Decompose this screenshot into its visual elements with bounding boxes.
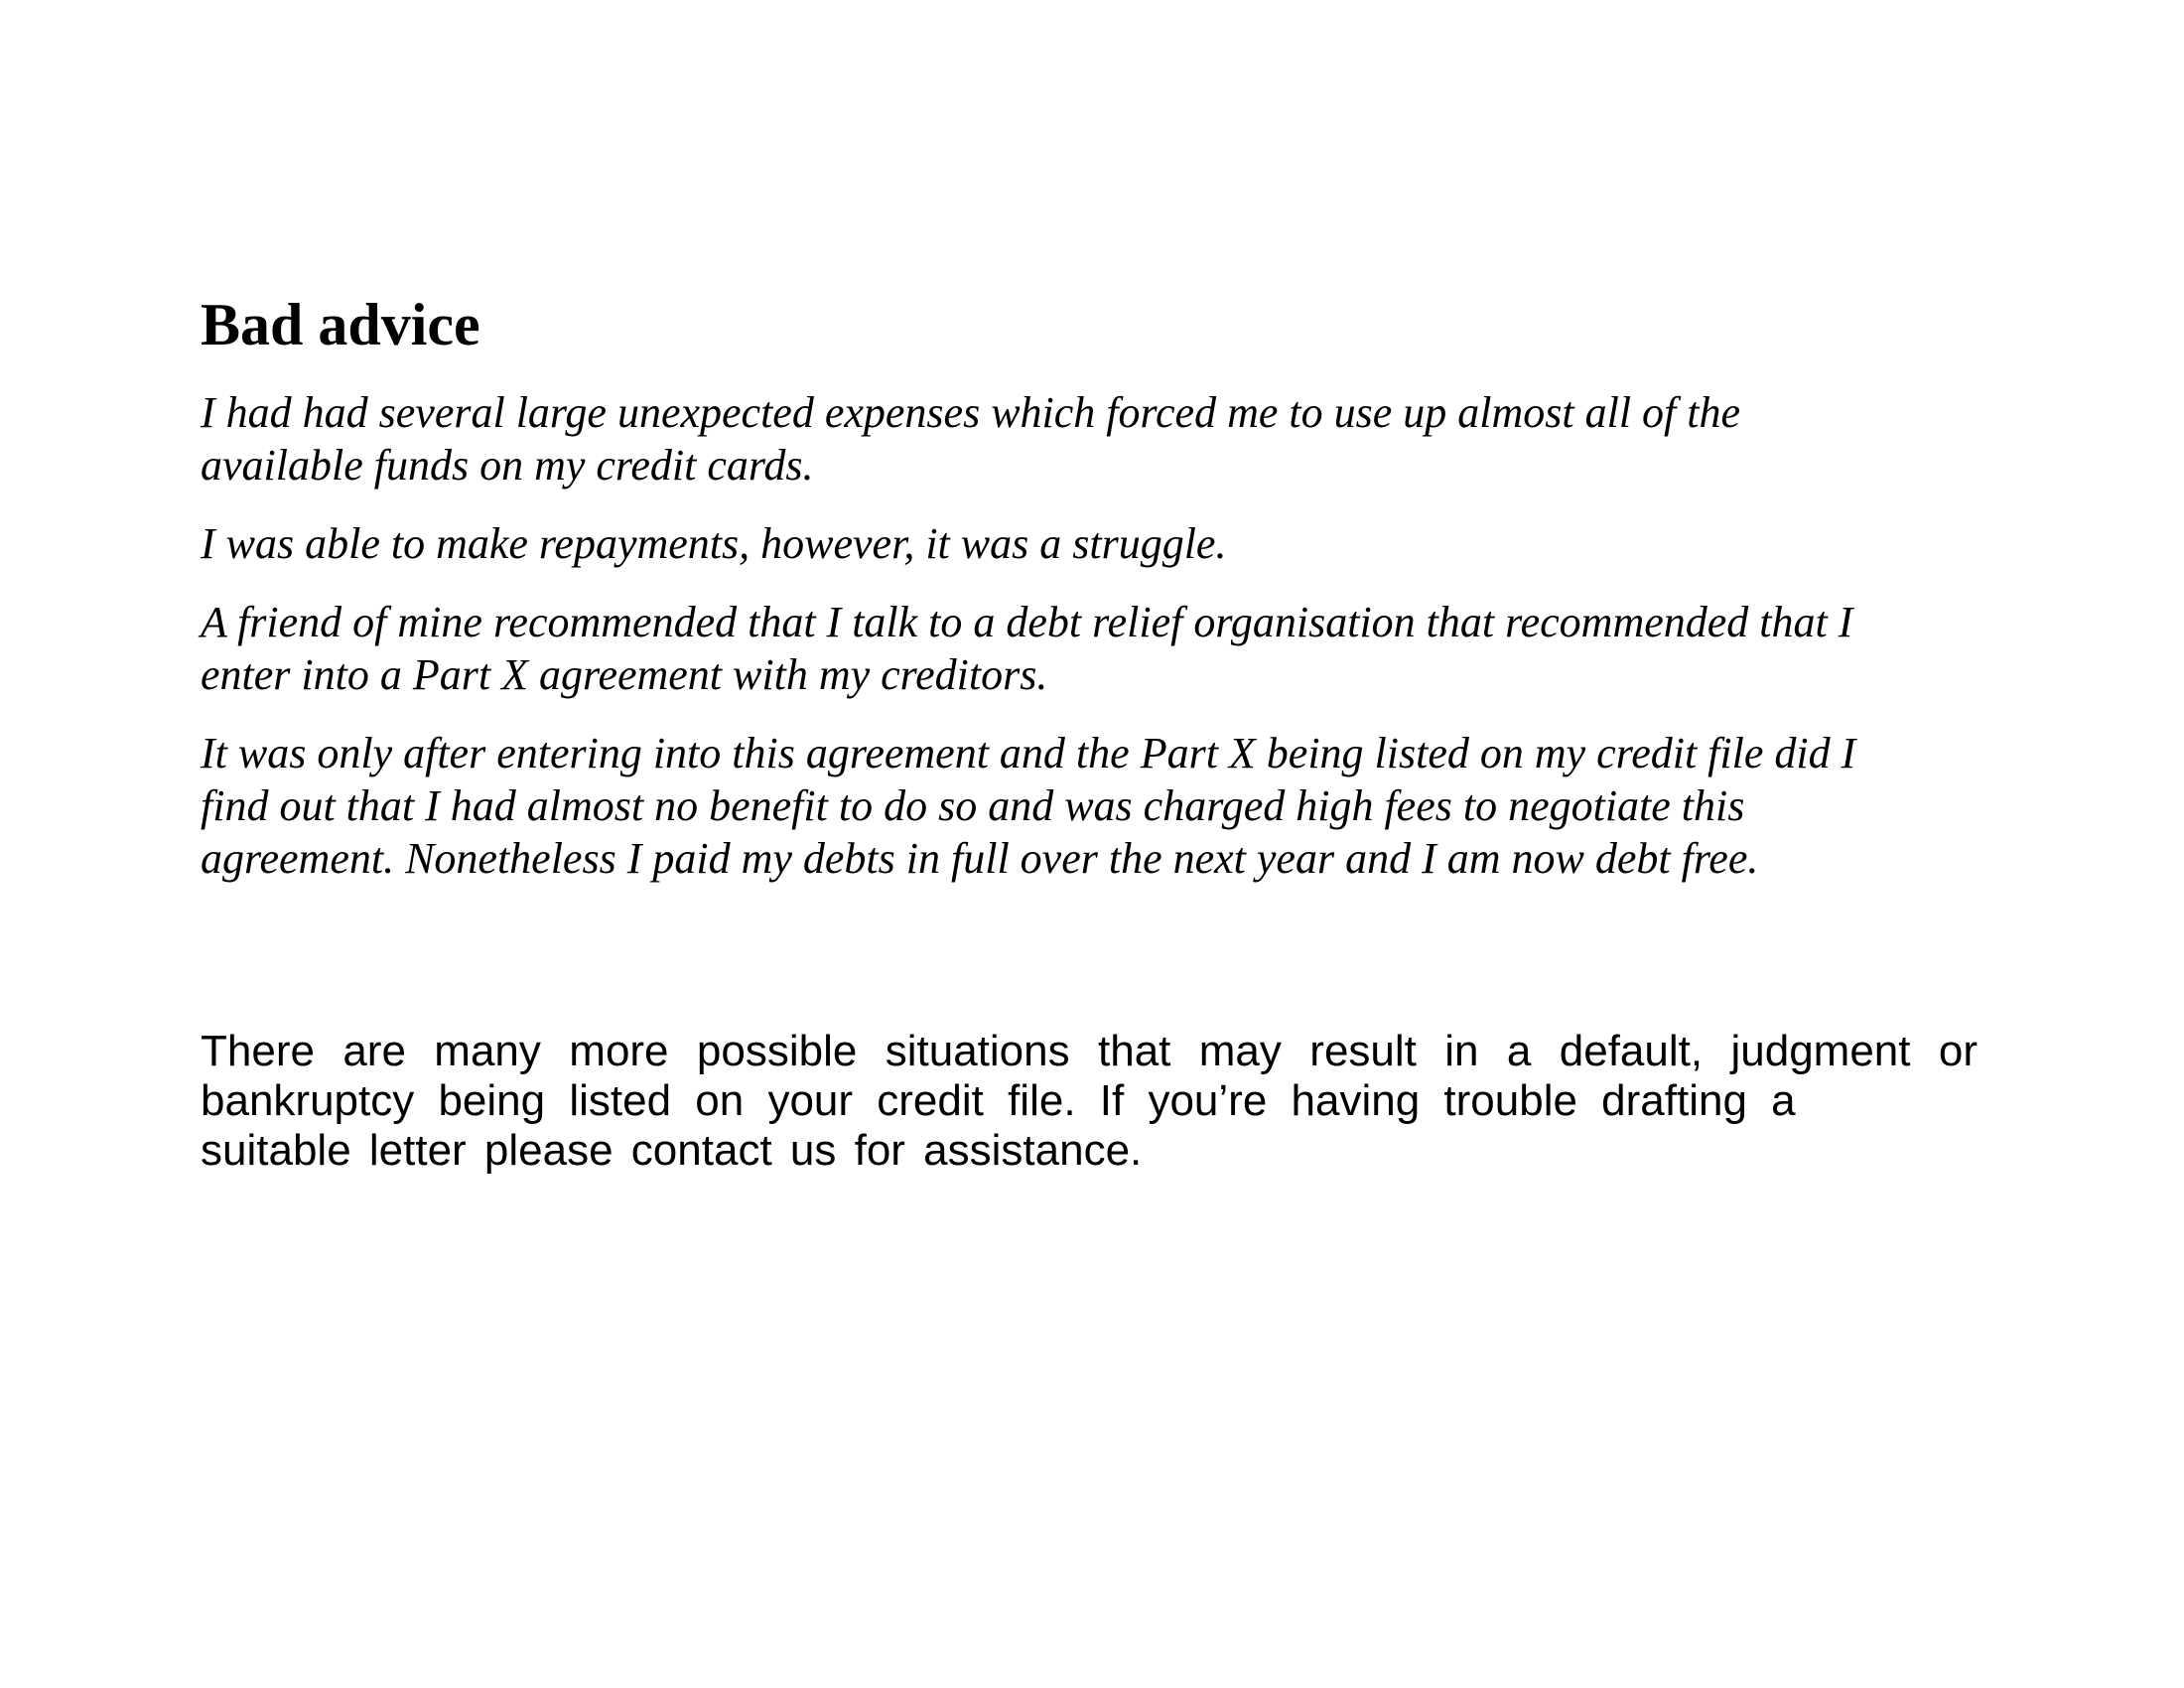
example-section xyxy=(201,289,1987,911)
story-line: I had had several large unexpected expenses which forced me to use up almost all of the xyxy=(201,388,1741,437)
note-line: There are many more possible situations that may result in a default, judgment or xyxy=(201,1027,1978,1075)
note-line: bankruptcy being listed on your credit file. If you’re having trouble drafting a xyxy=(201,1076,1796,1125)
note-line: suitable letter please contact us for assistance. xyxy=(201,1126,1143,1175)
story-line: It was only after entering into this agreement and the Part X being listed on my credit file did I xyxy=(201,729,1856,777)
story-line: agreement. Nonetheless I paid my debts in full over the next year and I am now debt free. xyxy=(201,834,1759,883)
section-heading: Bad advice xyxy=(201,292,480,357)
story-line: available funds on my credit cards. xyxy=(201,441,814,490)
story-paragraph xyxy=(201,727,1987,885)
story-line: enter into a Part X agreement with my creditors. xyxy=(201,650,1048,699)
story-line: find out that I had almost no benefit to do so and was charged high fees to negotiate this xyxy=(201,781,1745,830)
story-paragraph xyxy=(201,517,1987,570)
story-line: I was able to make repayments, however, it was a struggle. xyxy=(201,519,1227,568)
story-paragraph xyxy=(201,386,1987,492)
story-paragraph xyxy=(201,596,1987,701)
example-story xyxy=(201,386,1987,885)
assistance-note xyxy=(201,1027,1978,1176)
story-line: A friend of mine recommended that I talk to a debt relief organisation that recommended that I xyxy=(201,598,1853,646)
